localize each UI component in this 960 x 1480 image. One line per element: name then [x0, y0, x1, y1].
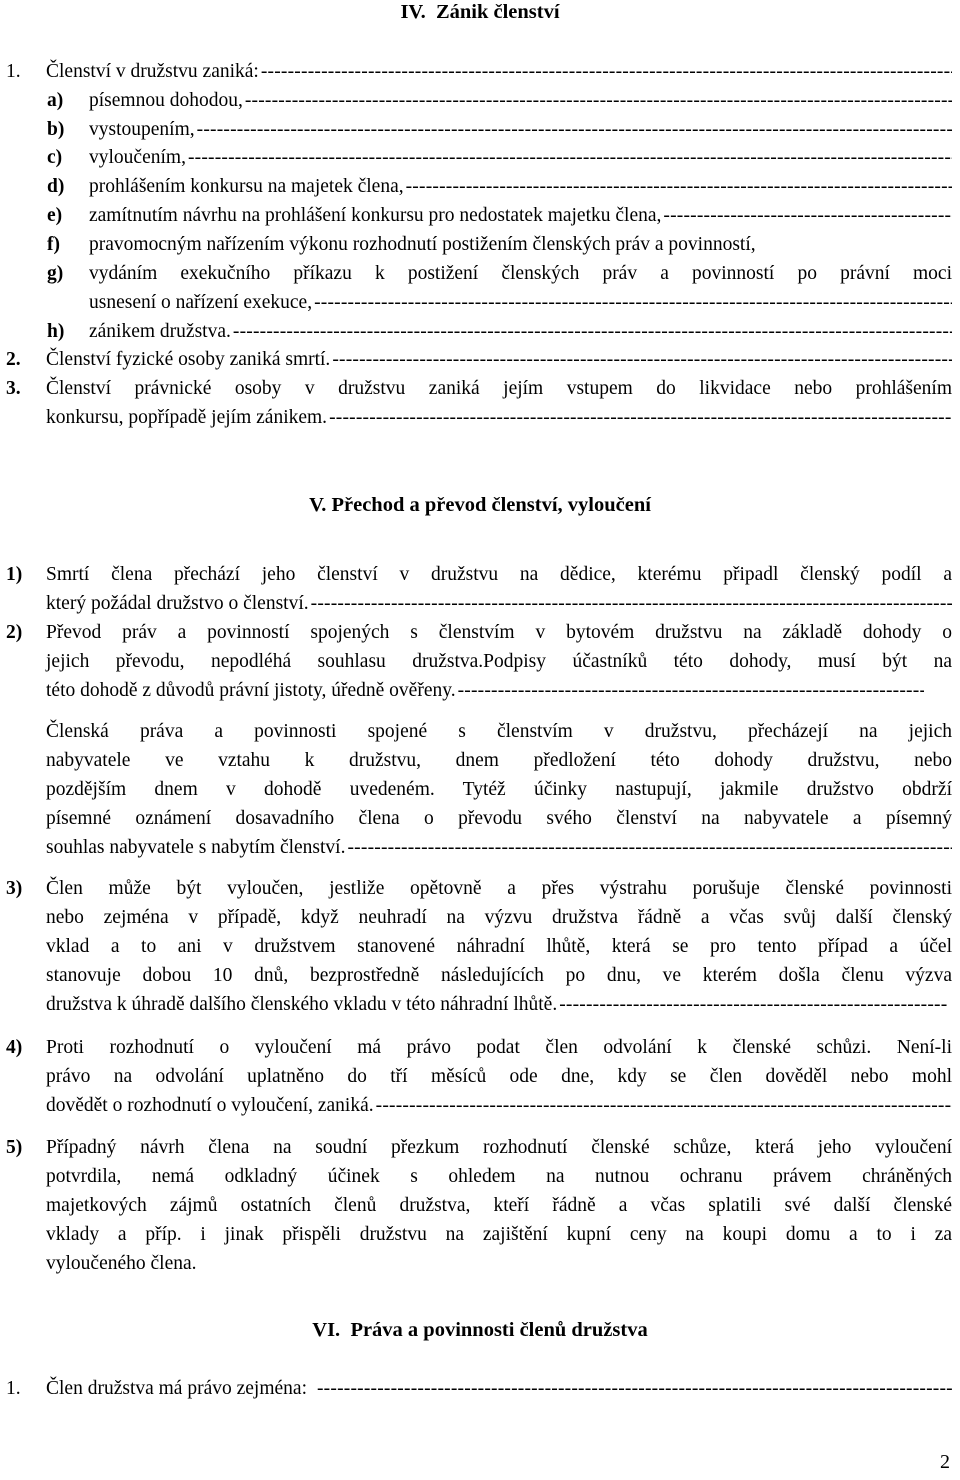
dash-leader	[332, 346, 952, 375]
paragraph-line: nebo zejména v případě, když neuhradí na výzvu družstva řádně a včas svůj další členský	[46, 907, 952, 928]
dash-leader	[663, 202, 952, 231]
paragraph-line: potvrdila, nemá odkladný účinek s ohledem na nutnou ochranu právem chráněných	[46, 1166, 952, 1187]
paragraph-line: vyloučeného člena.	[46, 1253, 197, 1274]
item-label: h)	[47, 321, 65, 342]
paragraph-line: Člen může být vyloučen, jestliže opětovně a přes výstrahu porušuje členské povinnosti	[46, 878, 952, 899]
section-heading-vi	[0, 1316, 960, 1345]
paragraph-line: majetkových zájmů ostatních členů družstva, kteří řádně a včas splatili své další členské	[46, 1195, 952, 1216]
paragraph-line: Převod práv a povinností spojených s členstvím v bytovém družstvu na základě dohody o	[46, 622, 952, 643]
item-text: vyloučením,	[89, 147, 186, 168]
dash-leader	[188, 144, 952, 173]
paragraph-line: stanovuje dobou 10 dnů, bezprostředně následujících po dnu, ve kterém došla členu výzva	[46, 965, 952, 986]
paragraph-line: družstva k úhradě dalšího členského vkladu v této náhradní lhůtě.	[46, 994, 558, 1015]
paragraph-number: 3)	[6, 878, 23, 899]
section-title: Zánik členství	[435, 1, 560, 23]
dash-leader	[314, 289, 952, 318]
paragraph-line: který požádal družstvo o členství.	[46, 593, 309, 614]
item-text: Členství právnické osoby v družstvu zaniká jejím vstupem do likvidace nebo prohlášením	[46, 378, 952, 399]
paragraph-line: souhlas nabyvatele s nabytím členství.	[46, 837, 346, 858]
page-number: 2	[940, 1451, 950, 1473]
section-title: Přechod a převod členství, vyloučení	[331, 494, 651, 516]
section-number: IV.	[400, 1, 426, 23]
dash-leader	[233, 318, 952, 347]
dash-leader	[311, 590, 952, 619]
item-label: f)	[47, 234, 60, 255]
section-number: VI.	[312, 1319, 341, 1341]
section-title: Práva a povinnosti členů družstva	[350, 1319, 648, 1341]
item-text: zamítnutím návrhu na prohlášení konkursu pro nedostatek majetku člena,	[89, 205, 662, 226]
item-text: Člen družstva má právo zejména:	[46, 1378, 307, 1399]
paragraph-line: jejich převodu, nepodléhá souhlasu družstva.Podpisy účastníků této dohody, musí být na	[46, 651, 952, 672]
paragraph-line: této dohodě z důvodů právní jistoty, úředně ověřeny.	[46, 680, 456, 701]
paragraph-line: písemné oznámení dosavadního člena o převodu svého členství na nabyvatele a písemný	[46, 808, 952, 829]
paragraph-number: 2)	[6, 622, 23, 643]
item-text: prohlášením konkursu na majetek člena,	[89, 176, 404, 197]
dash-leader	[559, 991, 948, 1020]
item-text: konkursu, popřípadě jejím zánikem.	[46, 407, 328, 428]
paragraph-number: 5)	[6, 1137, 23, 1158]
item-number: 2.	[6, 349, 21, 370]
item-text: zánikem družstva.	[89, 321, 231, 342]
item-label: c)	[47, 147, 63, 168]
paragraph-line: Proti rozhodnutí o vyloučení má právo podat člen odvolání k členské schůzi. Není-li	[46, 1037, 952, 1058]
dash-leader	[197, 116, 952, 145]
paragraph-line: vklady a příp. i jinak přispěli družstvu na zajištění kupní ceny na koupi domu a to i za	[46, 1224, 952, 1245]
item-label: b)	[47, 119, 65, 140]
dash-leader	[458, 677, 924, 706]
paragraph-line: dovědět o rozhodnutí o vyloučení, zaniká.	[46, 1095, 374, 1116]
item-number: 3.	[6, 378, 21, 399]
paragraph-line: pozdějším dnem v dohodě uvedeném. Tytéž účinky nastupují, jakmile družstvo obdrží	[46, 779, 952, 800]
item-number: 1.	[6, 61, 21, 82]
paragraph-line: nabyvatele ve vztahu k družstvu, dnem předložení této dohody družstvu, nebo	[46, 750, 952, 771]
paragraph-line: Členská práva a povinnosti spojené s členstvím v družstvu, přecházejí na jejich	[46, 721, 952, 742]
item-number: 1.	[6, 1378, 21, 1399]
paragraph-number: 4)	[6, 1037, 23, 1058]
item-text: pravomocným nařízením výkonu rozhodnutí postižením členských práv a povinností,	[89, 234, 756, 255]
dash-leader	[245, 87, 952, 116]
item-label: d)	[47, 176, 65, 197]
item-text: vystoupením,	[89, 119, 195, 140]
item-label: a)	[47, 90, 64, 111]
dash-leader	[347, 834, 952, 863]
item-text: Členství v družstvu zaniká:	[46, 61, 259, 82]
item-text: usnesení o nařízení exekuce,	[89, 292, 313, 313]
paragraph-line: vklad a to ani v družstvem stanovené náhradní lhůtě, která se pro tento případ a účel	[46, 936, 952, 957]
item-text: písemnou dohodou,	[89, 90, 243, 111]
section-number: V.	[309, 494, 327, 516]
section-heading-v	[0, 491, 960, 520]
item-label: e)	[47, 205, 63, 226]
item-text: Členství fyzické osoby zaniká smrtí.	[46, 349, 331, 370]
dash-leader	[317, 1375, 952, 1404]
section-heading-iv	[0, 0, 960, 27]
paragraph-number: 1)	[6, 564, 23, 585]
item-text: vydáním exekučního příkazu k postižení členských práv a povinností po právní moci	[89, 263, 952, 284]
dash-leader	[376, 1092, 952, 1121]
dash-leader	[329, 404, 952, 433]
dash-leader	[406, 173, 952, 202]
paragraph-line: právo na odvolání uplatněno do tří měsíců ode dne, kdy se člen dověděl nebo mohl	[46, 1066, 952, 1087]
dash-leader	[261, 58, 952, 87]
paragraph-line: Případný návrh člena na soudní přezkum rozhodnutí členské schůze, která jeho vyloučení	[46, 1137, 952, 1158]
item-label: g)	[47, 263, 64, 284]
paragraph-line: Smrtí člena přechází jeho členství v družstvu na dědice, kterému připadl členský podíl a	[46, 564, 952, 585]
